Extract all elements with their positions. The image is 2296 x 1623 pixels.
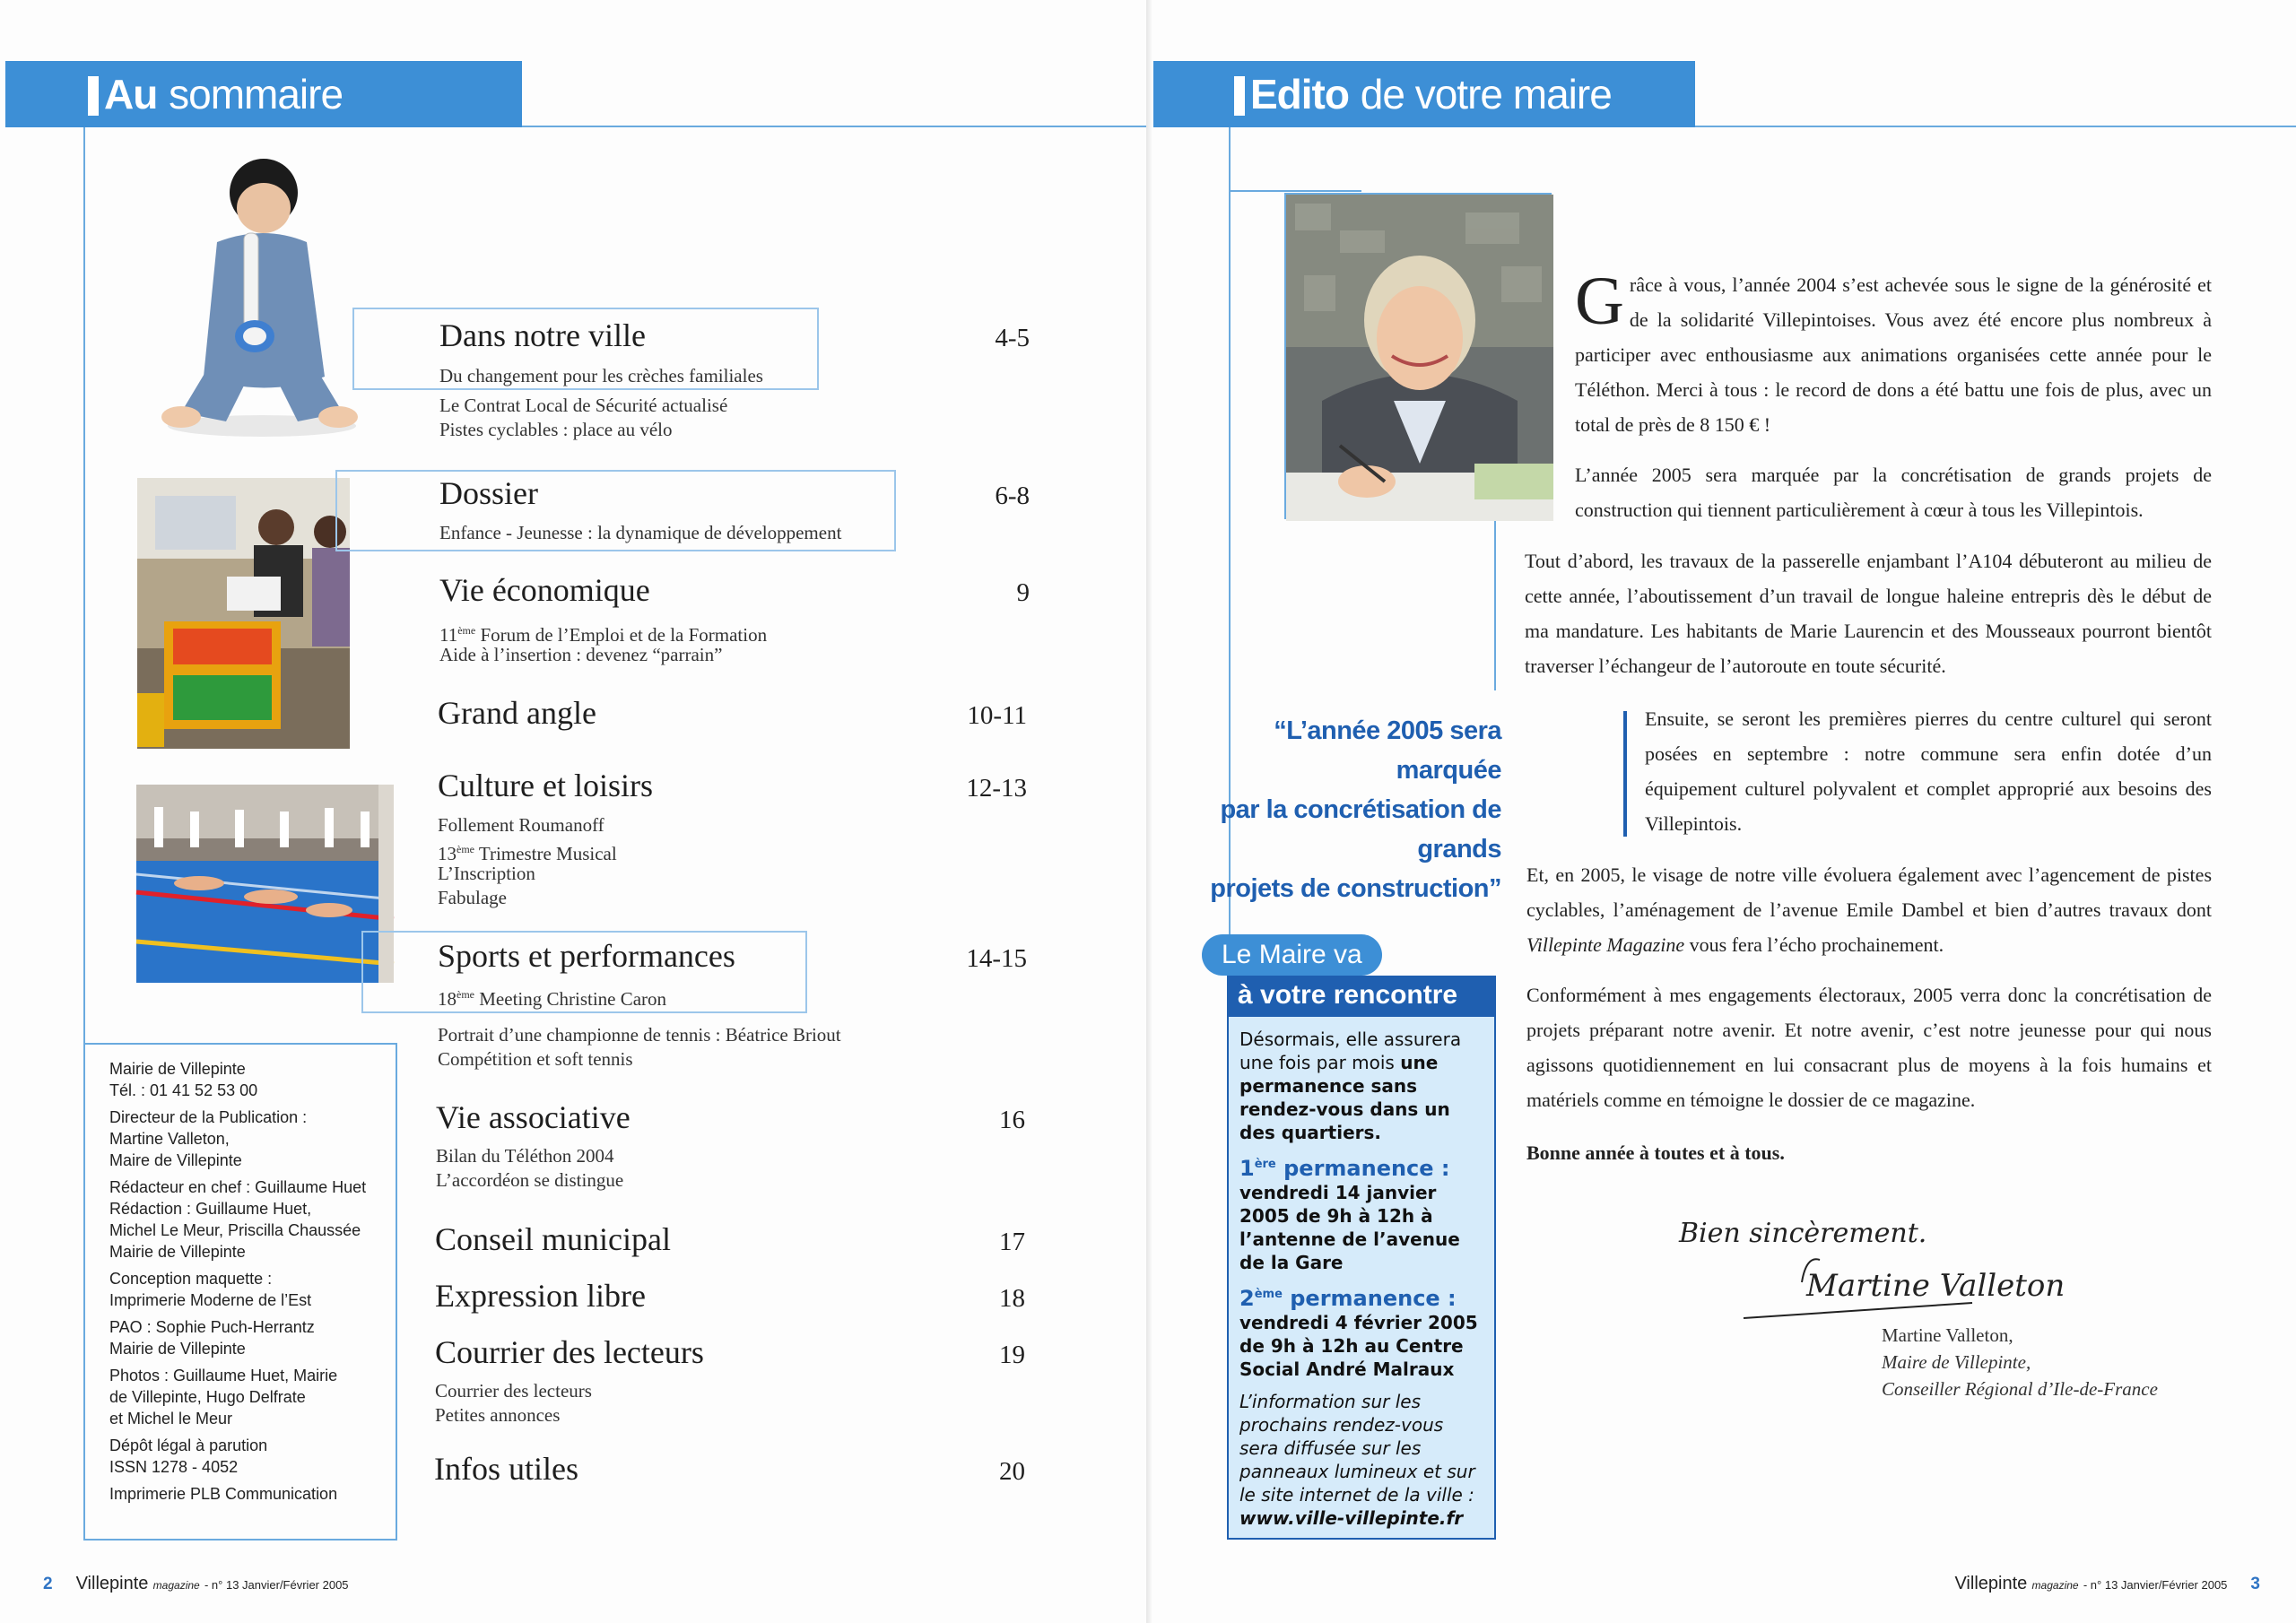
quote-line: projets de construction”: [1210, 874, 1501, 903]
signer-title: Maire de Villepinte,: [1882, 1351, 2031, 1373]
footer-page-number: 2: [43, 1575, 53, 1593]
pull-quote: [1205, 711, 1501, 908]
toc-sub-sup: ème: [457, 843, 474, 855]
toc-sub: Le Contrat Local de Sécurité actualisé: [439, 395, 728, 416]
banner-light: sommaire: [169, 71, 344, 117]
edito-banner: [1153, 61, 1695, 127]
toc-title-conseil[interactable]: Conseil municipal: [435, 1221, 671, 1257]
signer-name: Martine Valleton,: [1882, 1324, 2013, 1346]
toc-sub: Du changement pour les crèches familiales: [439, 365, 763, 386]
right-page: [1152, 0, 2296, 1623]
signer-title: Conseiller Régional d’Ile-de-France: [1882, 1378, 2158, 1400]
footer-right: [1954, 1574, 2260, 1594]
drop-cap: G: [1575, 264, 1624, 339]
footer-brand: Villepinte: [1954, 1574, 2028, 1593]
banner-light: de votre maire: [1360, 71, 1612, 117]
edito-paragraph-5: [1526, 857, 2212, 962]
credit-line: Photos : Guillaume Huet, Mairie de Villepinte, Hugo Delfrate et Michel le Meur: [109, 1367, 338, 1428]
toc-sub: Compétition et soft tennis: [438, 1048, 633, 1070]
toc-sub: L’Inscription: [438, 863, 535, 884]
toc-title-infos[interactable]: Infos utiles: [434, 1451, 578, 1487]
toc-pages-expression: 18: [999, 1284, 1025, 1313]
credit-line: Conception maquette : Imprimerie Moderne de l’Est: [109, 1270, 312, 1309]
toc-pages-dossier: 6-8: [995, 482, 1030, 510]
toc-pages-ville: 4-5: [995, 324, 1030, 352]
rencontre-box: [1227, 1015, 1496, 1540]
footer-issue: - n° 13 Janvier/Février 2005: [204, 1578, 349, 1592]
toc-sub-sup: ème: [457, 624, 476, 637]
toc-sub-text: Trimestre Musical: [478, 843, 617, 864]
credits-text: [109, 1058, 366, 1510]
toc-pages-culture: 12-13: [966, 774, 1027, 803]
footer-left: [43, 1574, 349, 1594]
swimming-pool-photo: [136, 785, 394, 983]
toc-sub: Pistes cyclables : place au vélo: [439, 419, 673, 440]
toc-sub-num: 13: [438, 843, 457, 864]
edito-text: Tout d’abord, les travaux de la passerelle enjambant l’A104 débuteront au milieu de cette année, l’aboutissement d’un travail de longue haleine entrepris dès le début de ma mandature. Les habitants de Marie Laurencin et des Mousseaux pourront bientôt traverser l’échangeur de l’autoroute en toute sécurité.: [1525, 550, 2212, 677]
rencontre-info: L’information sur les prochains rendez-vous sera diffusée sur les panneaux lumineux et sur le site internet de la ville : www.ville-villepinte.fr: [1239, 1391, 1475, 1529]
signature-script: Bien sincèrement.: [1679, 1218, 1927, 1249]
credit-line: Rédacteur en chef : Guillaume Huet Rédaction : Guillaume Huet, Michel Le Meur, Priscilla Chaussée Mairie de Villepinte: [109, 1178, 367, 1261]
credit-line: Dépôt légal à parution ISSN 1278 - 4052: [109, 1436, 268, 1476]
photo-top-rule: [1229, 190, 1361, 192]
rencontre-intro: Désormais, elle assurera une fois par mois une permanence sans rendez-vous dans un des quartiers.: [1239, 1028, 1462, 1143]
credit-line: Mairie de Villepinte Tél. : 01 41 52 53 00: [109, 1060, 258, 1099]
toc-sub: Petites annonces: [435, 1404, 561, 1426]
banner-bold: Edito: [1250, 71, 1349, 117]
toc-title-expression[interactable]: Expression libre: [435, 1278, 646, 1314]
toc-sub: Follement Roumanoff: [438, 814, 604, 836]
toc-sub-num: 11: [439, 624, 458, 646]
toc-pages-courrier: 19: [999, 1341, 1025, 1369]
edito-text: Bonne année à toutes et à tous.: [1526, 1141, 1785, 1164]
credit-line: Imprimerie PLB Communication: [109, 1485, 338, 1503]
footer-issue: - n° 13 Janvier/Février 2005: [2083, 1578, 2228, 1592]
edito-paragraph-1: [1575, 264, 2212, 442]
toc-sub-sup: ème: [457, 988, 474, 1001]
toc-sub-num: 18: [438, 988, 457, 1010]
edito-paragraph-4: [1645, 701, 2212, 841]
credit-line: PAO : Sophie Puch-Herrantz Mairie de Villepinte: [109, 1318, 315, 1358]
toc-sub: Courrier des lecteurs: [435, 1380, 592, 1402]
edito-closing: [1526, 1135, 2212, 1170]
toc-sub: L’accordéon se distingue: [436, 1169, 624, 1191]
toc-title-courrier[interactable]: Courrier des lecteurs: [435, 1334, 704, 1370]
footer-magazine: magazine: [152, 1579, 200, 1592]
toc-title-culture[interactable]: Culture et loisirs: [438, 768, 653, 803]
toc-pages-grand-angle: 10-11: [967, 701, 1027, 730]
maire-va-pill: Le Maire va: [1202, 934, 1382, 976]
mayor-portrait-photo: [1284, 193, 1552, 519]
banner-bar: [88, 76, 99, 116]
edito-paragraph-6: [1526, 977, 2212, 1117]
rencontre-permanence-1: 1ère permanence : vendredi 14 janvier 2005 de 9h à 12h à l’antenne de l’avenue de la Gare: [1239, 1156, 1460, 1273]
toc-title-economique[interactable]: Vie économique: [439, 572, 650, 608]
banner-rule: [1695, 126, 2296, 127]
classroom-photo: [137, 478, 350, 749]
toc-title-grand-angle[interactable]: Grand angle: [438, 695, 596, 731]
website-link[interactable]: www.ville-villepinte.fr: [1239, 1507, 1464, 1529]
toc-sub-text: Meeting Christine Caron: [479, 988, 667, 1010]
toc-sub: Aide à l’insertion : devenez “parrain”: [439, 644, 723, 665]
mayor-signature-block: [1882, 1322, 2158, 1402]
toc-sub: Bilan du Téléthon 2004: [436, 1145, 614, 1167]
banner-bold: Au: [104, 71, 158, 117]
banner-bar: [1234, 76, 1245, 116]
quote-line: par la concrétisation de grands: [1220, 795, 1501, 864]
footer-page-number: 3: [2250, 1575, 2260, 1593]
edito-text: Et, en 2005, le visage de notre ville évoluera également avec l’agencement de pistes cyclables, l’aménagement de l’avenue Emile Dambel et bien d’autres travaux dont Villepinte Magazine vous fera l’écho prochainement.: [1526, 864, 2212, 956]
toc-pages-infos: 20: [999, 1457, 1025, 1486]
quote-line: “L’année 2005 sera marquée: [1274, 716, 1501, 785]
toc-pages-economique: 9: [1016, 578, 1030, 607]
rencontre-header: à votre rencontre: [1227, 976, 1496, 1015]
toc-pages-associative: 16: [999, 1106, 1025, 1134]
magazine-title: Villepinte Magazine: [1526, 933, 1685, 956]
footer-brand: Villepinte: [75, 1574, 149, 1593]
rencontre-permanence-2: 2ème permanence : vendredi 4 février 2005 de 9h à 12h au Centre Social André Malraux: [1239, 1286, 1478, 1380]
toc-sub: Enfance - Jeunesse : la dynamique de développement: [439, 522, 842, 543]
toc-sub: [438, 983, 666, 1011]
toc-sub-text: Forum de l’Emploi et de la Formation: [480, 624, 768, 646]
edito-text: Conformément à mes engagements électoraux, 2005 verra donc la concrétisation de projets préparant notre avenir. Et notre avenir, c’est notre jeunesse pour qui nous agissons quotidiennement en lui consacrant plus de moyens à la fois humains et matériels comme en témoigne le dossier de ce magazine.: [1526, 984, 2212, 1111]
toc-pages-conseil: 17: [999, 1228, 1025, 1256]
edito-text: L’année 2005 sera marquée par la concrétisation de grands projets de construction qui tiennent particulièrement à cœur à tous les Villepintois.: [1575, 464, 2212, 521]
banner-rule: [522, 126, 1148, 127]
toc-title-ville[interactable]: Dans notre ville: [439, 317, 646, 353]
sommaire-left-rule: [83, 127, 85, 1051]
edito-text: râce à vous, l’année 2004 s’est achevée sous le signe de la générosité et de la solidarité Villepintoises. Vous avez été encore plus nombreux à participer avec enthousiasme aux animations organisées cette année pour le Téléthon. Merci à tous : le record de dons a été battu une fois de plus, avec un total de près de 8 150 € !: [1575, 273, 2212, 436]
credit-line: Directeur de la Publication : Martine Valleton, Maire de Villepinte: [109, 1108, 308, 1169]
toc-sub: Fabulage: [438, 887, 507, 908]
text-divider-rule: [1494, 520, 1496, 690]
edito-paragraph-2: [1575, 457, 2212, 527]
sommaire-banner: [5, 61, 522, 127]
toc-sub: Portrait d’une championne de tennis : Béatrice Briout: [438, 1024, 841, 1046]
quote-bar: [1623, 711, 1627, 837]
footer-magazine: magazine: [2031, 1579, 2079, 1592]
toc-title-dossier[interactable]: Dossier: [439, 475, 538, 511]
toc-title-associative[interactable]: Vie associative: [436, 1099, 631, 1135]
edito-text: Ensuite, se seront les premières pierres du centre culturel qui seront posées en septembre : notre commune sera enfin dotée d’un équipement culturel polyvalent et complet approprié aux besoins des Villepintois.: [1645, 707, 2212, 835]
signature-name-script: Martine Valleton: [1806, 1268, 2066, 1304]
handwritten-signature: [1672, 1206, 2066, 1323]
toc-pages-sports: 14-15: [966, 944, 1027, 973]
toc-title-sports[interactable]: Sports et performances: [438, 938, 735, 974]
edito-paragraph-3: [1525, 543, 2212, 683]
child-saxophone-photo: [154, 152, 361, 439]
